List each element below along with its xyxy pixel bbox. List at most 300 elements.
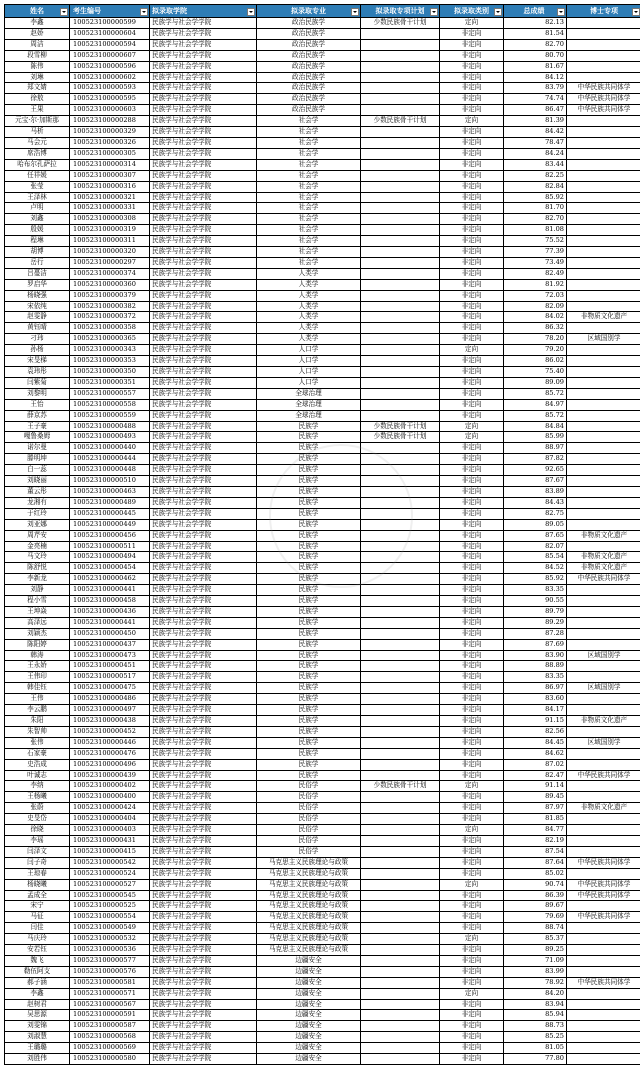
cell-college: 民族学与社会学学院: [150, 770, 257, 781]
cell-college: 民族学与社会学学院: [150, 759, 257, 770]
cell-total-score: 82.75: [504, 508, 567, 519]
cell-total-score: 88.97: [504, 443, 567, 454]
cell-exam-id: 100523100000321: [70, 192, 150, 203]
cell-phd-special: [567, 596, 640, 607]
cell-college: 民族学与社会学学院: [150, 105, 257, 116]
cell-name: 陈阳婷: [5, 639, 70, 650]
header-name[interactable]: 姓名: [5, 5, 70, 18]
cell-total-score: 84.17: [504, 705, 567, 716]
cell-major: 边疆安全: [257, 977, 361, 988]
cell-name: 袁玮彤: [5, 367, 70, 378]
cell-college: 民族学与社会学学院: [150, 225, 257, 236]
cell-special-plan: [361, 955, 440, 966]
cell-total-score: 87.69: [504, 639, 567, 650]
cell-total-score: 84.52: [504, 563, 567, 574]
table-row: [5, 290, 640, 301]
cell-name: 刘黎明: [5, 388, 70, 399]
cell-special-plan: [361, 290, 440, 301]
cell-total-score: 89.67: [504, 901, 567, 912]
cell-category: 非定向: [440, 508, 504, 519]
cell-college: 民族学与社会学学院: [150, 476, 257, 487]
cell-phd-special: 中华民族共同体学: [567, 977, 640, 988]
cell-phd-special: [567, 1021, 640, 1032]
cell-special-plan: [361, 279, 440, 290]
cell-college: 民族学与社会学学院: [150, 410, 257, 421]
filter-dropdown-icon[interactable]: [494, 8, 502, 16]
cell-total-score: 82.19: [504, 835, 567, 846]
cell-category: 非定向: [440, 541, 504, 552]
cell-total-score: 82.09: [504, 301, 567, 312]
cell-name: 赵树君: [5, 999, 70, 1010]
cell-college: 民族学与社会学学院: [150, 628, 257, 639]
table-row: [5, 846, 640, 857]
cell-special-plan: [361, 999, 440, 1010]
cell-exam-id: 100523100000524: [70, 868, 150, 879]
cell-exam-id: 100523100000594: [70, 39, 150, 50]
cell-name: 郝子涵: [5, 977, 70, 988]
table-row: [5, 497, 640, 508]
cell-phd-special: [567, 236, 640, 247]
cell-category: 非定向: [440, 574, 504, 585]
cell-name: 宋宁: [5, 901, 70, 912]
filter-dropdown-icon[interactable]: [632, 8, 640, 16]
cell-category: 非定向: [440, 214, 504, 225]
cell-phd-special: 非物质文化遗产: [567, 716, 640, 727]
cell-college: 民族学与社会学学院: [150, 879, 257, 890]
cell-major: 民族学: [257, 432, 361, 443]
cell-major: 政治民族学: [257, 50, 361, 61]
cell-category: 定向: [440, 421, 504, 432]
cell-category: 定向: [440, 988, 504, 999]
cell-category: 非定向: [440, 759, 504, 770]
cell-name: 嘎鲁桑姆: [5, 432, 70, 443]
cell-total-score: 85.92: [504, 192, 567, 203]
cell-major: 民族学: [257, 606, 361, 617]
cell-college: 民族学与社会学学院: [150, 737, 257, 748]
table-row: [5, 726, 640, 737]
cell-phd-special: [567, 39, 640, 50]
cell-category: 非定向: [440, 203, 504, 214]
cell-phd-special: [567, 519, 640, 530]
cell-major: 边疆安全: [257, 966, 361, 977]
header-major[interactable]: 拟录取专业: [257, 5, 361, 18]
cell-special-plan: [361, 377, 440, 388]
cell-total-score: 85.25: [504, 1032, 567, 1043]
filter-dropdown-icon[interactable]: [60, 8, 68, 16]
cell-special-plan: [361, 39, 440, 50]
header-total-score[interactable]: 总成绩: [504, 5, 567, 18]
table-row: [5, 50, 640, 61]
cell-phd-special: [567, 137, 640, 148]
table-row: [5, 879, 640, 890]
cell-exam-id: 100523100000476: [70, 748, 150, 759]
cell-college: 民族学与社会学学院: [150, 388, 257, 399]
cell-major: 民族学: [257, 508, 361, 519]
cell-major: 民族学: [257, 552, 361, 563]
cell-college: 民族学与社会学学院: [150, 552, 257, 563]
cell-total-score: 85.54: [504, 552, 567, 563]
cell-special-plan: [361, 334, 440, 345]
table-row: [5, 596, 640, 607]
cell-name: 韩佳钰: [5, 683, 70, 694]
cell-name: 赵娇: [5, 28, 70, 39]
cell-total-score: 87.02: [504, 759, 567, 770]
cell-total-score: 90.74: [504, 879, 567, 890]
cell-special-plan: [361, 988, 440, 999]
cell-phd-special: [567, 923, 640, 934]
cell-name: 龙湘有: [5, 497, 70, 508]
filter-dropdown-icon[interactable]: [430, 8, 438, 16]
cell-special-plan: [361, 934, 440, 945]
table-row: [5, 814, 640, 825]
cell-college: 民族学与社会学学院: [150, 290, 257, 301]
cell-name: 勒伍阿支: [5, 966, 70, 977]
cell-major: 社会学: [257, 127, 361, 138]
cell-special-plan: [361, 50, 440, 61]
cell-name: 李鑫: [5, 18, 70, 29]
cell-college: 民族学与社会学学院: [150, 705, 257, 716]
cell-special-plan: [361, 585, 440, 596]
cell-total-score: 83.35: [504, 585, 567, 596]
cell-category: 非定向: [440, 497, 504, 508]
cell-special-plan: [361, 694, 440, 705]
cell-college: 民族学与社会学学院: [150, 432, 257, 443]
cell-phd-special: [567, 999, 640, 1010]
table-row: [5, 606, 640, 617]
cell-exam-id: 100523100000603: [70, 105, 150, 116]
table-row: [5, 476, 640, 487]
cell-total-score: 88.74: [504, 923, 567, 934]
cell-college: 民族学与社会学学院: [150, 148, 257, 159]
table-row: [5, 127, 640, 138]
cell-major: 社会学: [257, 236, 361, 247]
cell-major: 政治民族学: [257, 39, 361, 50]
cell-category: 非定向: [440, 236, 504, 247]
cell-category: 非定向: [440, 999, 504, 1010]
cell-category: 非定向: [440, 127, 504, 138]
cell-college: 民族学与社会学学院: [150, 530, 257, 541]
cell-college: 民族学与社会学学院: [150, 50, 257, 61]
cell-special-plan: [361, 476, 440, 487]
header-exam-id[interactable]: 考生编号: [70, 5, 150, 18]
cell-exam-id: 100523100000350: [70, 367, 150, 378]
table-row: [5, 1032, 640, 1043]
cell-exam-id: 100523100000475: [70, 683, 150, 694]
cell-major: 民族学: [257, 497, 361, 508]
filter-dropdown-icon[interactable]: [557, 8, 565, 16]
cell-exam-id: 100523100000493: [70, 432, 150, 443]
cell-special-plan: [361, 825, 440, 836]
cell-major: 民族学: [257, 716, 361, 727]
header-phd-special[interactable]: 博士专项: [567, 5, 640, 18]
table-row: [5, 530, 640, 541]
cell-major: 人类学: [257, 279, 361, 290]
table-row: [5, 105, 640, 116]
cell-special-plan: [361, 835, 440, 846]
cell-exam-id: 100523100000607: [70, 50, 150, 61]
cell-major: 政治民族学: [257, 72, 361, 83]
cell-name: 魏飞: [5, 955, 70, 966]
cell-name: 殷媛: [5, 225, 70, 236]
cell-special-plan: [361, 770, 440, 781]
cell-name: 胡博: [5, 247, 70, 258]
cell-category: 非定向: [440, 617, 504, 628]
table-row: [5, 890, 640, 901]
cell-major: 民族学: [257, 628, 361, 639]
cell-college: 民族学与社会学学院: [150, 18, 257, 29]
cell-name: 王果: [5, 105, 70, 116]
cell-phd-special: [567, 966, 640, 977]
cell-college: 民族学与社会学学院: [150, 247, 257, 258]
cell-college: 民族学与社会学学院: [150, 846, 257, 857]
header-category[interactable]: 拟录取类别: [440, 5, 504, 18]
cell-total-score: 89.29: [504, 617, 567, 628]
cell-college: 民族学与社会学学院: [150, 1021, 257, 1032]
cell-exam-id: 100523100000441: [70, 585, 150, 596]
cell-major: 社会学: [257, 247, 361, 258]
cell-total-score: 84.43: [504, 497, 567, 508]
cell-phd-special: [567, 18, 640, 29]
cell-category: 非定向: [440, 945, 504, 956]
cell-total-score: 86.02: [504, 356, 567, 367]
cell-major: 社会学: [257, 192, 361, 203]
cell-phd-special: [567, 345, 640, 356]
table-row: [5, 803, 640, 814]
cell-major: 人口学: [257, 356, 361, 367]
cell-exam-id: 100523100000527: [70, 879, 150, 890]
cell-phd-special: 区域国别学: [567, 683, 640, 694]
cell-total-score: 81.92: [504, 279, 567, 290]
cell-name: 王璐璐: [5, 1043, 70, 1054]
cell-category: 非定向: [440, 170, 504, 181]
cell-total-score: 82.56: [504, 726, 567, 737]
table-row: [5, 268, 640, 279]
cell-category: 非定向: [440, 148, 504, 159]
cell-total-score: 82.13: [504, 18, 567, 29]
cell-total-score: 83.44: [504, 159, 567, 170]
cell-special-plan: [361, 552, 440, 563]
cell-exam-id: 100523100000403: [70, 825, 150, 836]
cell-college: 民族学与社会学学院: [150, 312, 257, 323]
cell-college: 民族学与社会学学院: [150, 159, 257, 170]
cell-total-score: 87.54: [504, 846, 567, 857]
cell-exam-id: 100523100000431: [70, 835, 150, 846]
cell-exam-id: 100523100000558: [70, 399, 150, 410]
cell-college: 民族学与社会学学院: [150, 39, 257, 50]
cell-name: 白一蕊: [5, 465, 70, 476]
cell-special-plan: [361, 214, 440, 225]
table-row: [5, 661, 640, 672]
cell-category: 非定向: [440, 770, 504, 781]
cell-category: 非定向: [440, 814, 504, 825]
cell-special-plan: [361, 247, 440, 258]
cell-category: 非定向: [440, 705, 504, 716]
cell-total-score: 89.09: [504, 377, 567, 388]
cell-phd-special: [567, 988, 640, 999]
cell-special-plan: [361, 716, 440, 727]
cell-total-score: 83.60: [504, 694, 567, 705]
cell-phd-special: [567, 955, 640, 966]
cell-phd-special: 中华民族共同体学: [567, 105, 640, 116]
cell-exam-id: 100523100000496: [70, 759, 150, 770]
cell-special-plan: [361, 901, 440, 912]
cell-name: 刘亚娜: [5, 519, 70, 530]
cell-category: 非定向: [440, 977, 504, 988]
table-row: [5, 770, 640, 781]
cell-college: 民族学与社会学学院: [150, 617, 257, 628]
cell-special-plan: [361, 497, 440, 508]
table-row: [5, 781, 640, 792]
cell-special-plan: 少数民族骨干计划: [361, 18, 440, 29]
cell-phd-special: [567, 825, 640, 836]
cell-name: 宋依纯: [5, 301, 70, 312]
table-row: [5, 1021, 640, 1032]
cell-phd-special: [567, 617, 640, 628]
cell-special-plan: 少数民族骨干计划: [361, 116, 440, 127]
cell-total-score: 87.67: [504, 476, 567, 487]
table-row: [5, 650, 640, 661]
cell-special-plan: [361, 890, 440, 901]
cell-major: 民族学: [257, 563, 361, 574]
cell-name: 王怡: [5, 399, 70, 410]
cell-total-score: 71.09: [504, 955, 567, 966]
cell-special-plan: [361, 672, 440, 683]
cell-category: 非定向: [440, 519, 504, 530]
cell-special-plan: [361, 1054, 440, 1065]
cell-phd-special: [567, 934, 640, 945]
cell-category: 非定向: [440, 606, 504, 617]
filter-dropdown-icon[interactable]: [351, 8, 359, 16]
table-row: [5, 737, 640, 748]
header-college[interactable]: 拟录取学院: [150, 5, 257, 18]
cell-total-score: 81.70: [504, 203, 567, 214]
cell-name: 赵雯静: [5, 312, 70, 323]
table-row: [5, 410, 640, 421]
cell-category: 非定向: [440, 367, 504, 378]
cell-name: 王伟印: [5, 672, 70, 683]
cell-phd-special: [567, 247, 640, 258]
cell-major: 马克思主义民族理论与政策: [257, 857, 361, 868]
cell-exam-id: 100523100000448: [70, 465, 150, 476]
cell-special-plan: [361, 683, 440, 694]
cell-name: 王坤焱: [5, 606, 70, 617]
cell-special-plan: [361, 443, 440, 454]
cell-name: 吴思源: [5, 1010, 70, 1021]
cell-exam-id: 100523100000593: [70, 83, 150, 94]
table-row: [5, 203, 640, 214]
cell-college: 民族学与社会学学院: [150, 606, 257, 617]
cell-college: 民族学与社会学学院: [150, 868, 257, 879]
cell-name: 张蔚: [5, 803, 70, 814]
cell-name: 高泽远: [5, 617, 70, 628]
cell-category: 非定向: [440, 650, 504, 661]
cell-phd-special: [567, 116, 640, 127]
cell-phd-special: 区域国别学: [567, 334, 640, 345]
cell-major: 马克思主义民族理论与政策: [257, 879, 361, 890]
cell-special-plan: [361, 879, 440, 890]
table-row: [5, 345, 640, 356]
cell-special-plan: [361, 1043, 440, 1054]
cell-total-score: 80.70: [504, 50, 567, 61]
cell-name: 徐晓: [5, 825, 70, 836]
cell-name: 闫泽文: [5, 846, 70, 857]
cell-college: 民族学与社会学学院: [150, 792, 257, 803]
cell-category: 非定向: [440, 661, 504, 672]
cell-special-plan: [361, 225, 440, 236]
cell-phd-special: [567, 50, 640, 61]
cell-total-score: 79.69: [504, 912, 567, 923]
cell-name: 周芹安: [5, 530, 70, 541]
cell-exam-id: 100523100000488: [70, 421, 150, 432]
cell-category: 非定向: [440, 72, 504, 83]
cell-category: 非定向: [440, 737, 504, 748]
cell-special-plan: [361, 127, 440, 138]
cell-total-score: 87.65: [504, 530, 567, 541]
cell-special-plan: [361, 748, 440, 759]
cell-total-score: 83.89: [504, 486, 567, 497]
cell-phd-special: [567, 726, 640, 737]
table-row: [5, 443, 640, 454]
cell-name: 李新龙: [5, 574, 70, 585]
cell-category: 非定向: [440, 476, 504, 487]
table-row: [5, 988, 640, 999]
filter-dropdown-icon[interactable]: [140, 8, 148, 16]
table-row: [5, 716, 640, 727]
cell-name: 刘颖杰: [5, 628, 70, 639]
cell-name: 闫紫菊: [5, 377, 70, 388]
cell-special-plan: [361, 94, 440, 105]
cell-major: 边疆安全: [257, 1032, 361, 1043]
cell-phd-special: [567, 945, 640, 956]
cell-category: 非定向: [440, 61, 504, 72]
cell-phd-special: [567, 225, 640, 236]
cell-name: 元宝·尔·加斯那: [5, 116, 70, 127]
table-row: [5, 585, 640, 596]
cell-name: 刘晓丽: [5, 476, 70, 487]
header-special-plan[interactable]: 拟录取专项计划: [361, 5, 440, 18]
cell-college: 民族学与社会学学院: [150, 639, 257, 650]
cell-category: 非定向: [440, 486, 504, 497]
cell-phd-special: [567, 432, 640, 443]
cell-major: 人类学: [257, 301, 361, 312]
cell-name: 王永娇: [5, 661, 70, 672]
cell-phd-special: [567, 606, 640, 617]
cell-special-plan: [361, 966, 440, 977]
cell-name: 陈舒悦: [5, 563, 70, 574]
table-row: [5, 759, 640, 770]
cell-major: 政治民族学: [257, 83, 361, 94]
cell-exam-id: 100523100000297: [70, 257, 150, 268]
cell-total-score: 77.80: [504, 1054, 567, 1065]
cell-special-plan: [361, 410, 440, 421]
cell-major: 马克思主义民族理论与政策: [257, 934, 361, 945]
cell-total-score: 84.45: [504, 737, 567, 748]
table-row: [5, 72, 640, 83]
filter-dropdown-icon[interactable]: [247, 8, 255, 16]
table-row: [5, 857, 640, 868]
cell-category: 非定向: [440, 672, 504, 683]
cell-name: 李瑶: [5, 835, 70, 846]
cell-major: 民族学: [257, 770, 361, 781]
cell-total-score: 86.97: [504, 683, 567, 694]
cell-major: 民族学: [257, 574, 361, 585]
cell-category: 非定向: [440, 596, 504, 607]
table-row: [5, 977, 640, 988]
cell-college: 民族学与社会学学院: [150, 465, 257, 476]
cell-phd-special: [567, 748, 640, 759]
cell-total-score: 88.73: [504, 1021, 567, 1032]
table-row: [5, 912, 640, 923]
